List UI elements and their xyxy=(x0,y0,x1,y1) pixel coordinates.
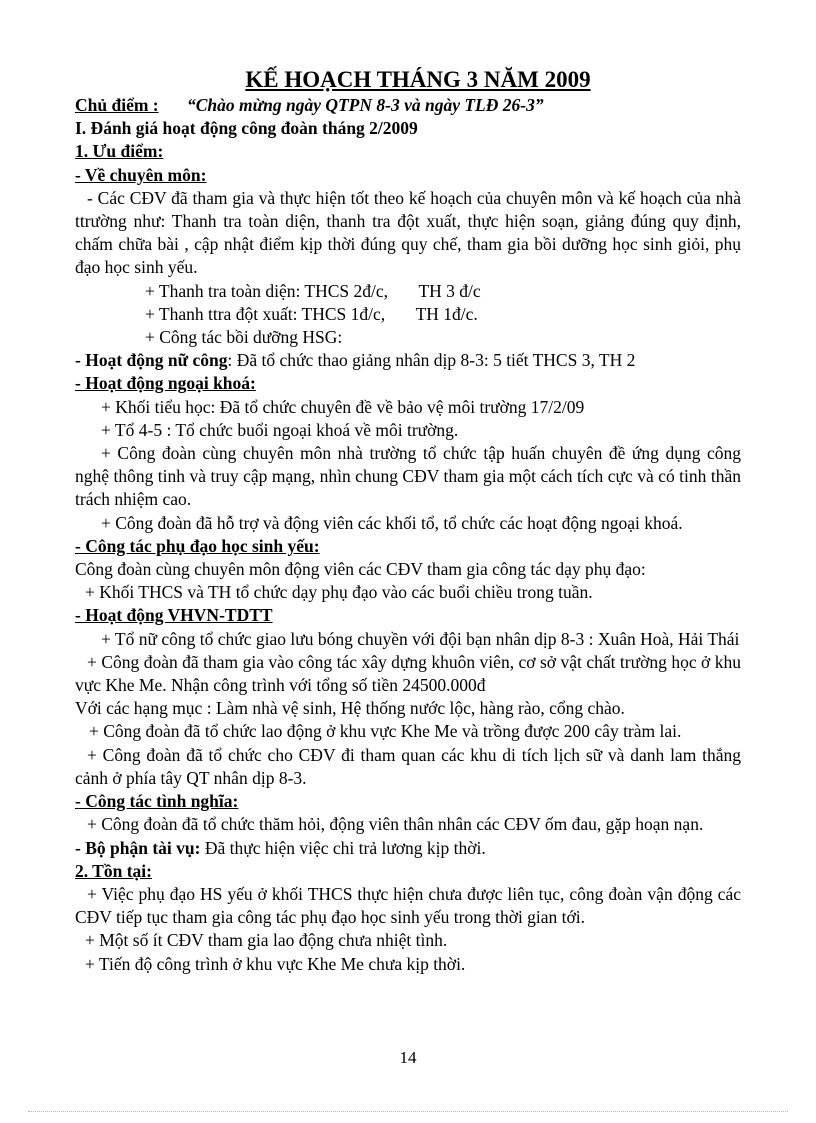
charity-item: + Công đoàn đã tổ chức thăm hỏi, động viên thân nhân các CĐV ốm đau, gặp hoạn nạn. xyxy=(87,814,704,835)
tutoring-intro: Công đoàn cùng chuyên môn động viên các CĐV tham gia công tác dạy phụ đạo: xyxy=(75,559,646,580)
professional-heading: - Về chuyên môn: xyxy=(75,164,207,185)
finance-label: - Bộ phận tài vụ: xyxy=(75,837,201,858)
section1-heading: I. Đánh giá hoạt động công đoàn tháng 2/2009 xyxy=(75,118,418,139)
footer-dotted-divider xyxy=(28,1111,788,1112)
document-content xyxy=(75,66,741,976)
tutoring-heading: - Công tác phụ đạo học sinh yếu: xyxy=(75,535,320,556)
culture-sports-item-2: + Công đoàn đã tham gia vào công tác xây dựng khuôn viên, cơ sở vật chất trường học ở khu vực Khe Me. Nhận công trình với tổng số tiền 24500.000đ xyxy=(75,651,741,696)
inspection-full-th: TH 3 đ/c xyxy=(418,280,481,301)
culture-sports-heading: - Hoạt động VHVN-TDTT xyxy=(75,605,273,626)
weakness-item-2: + Một số ít CĐV tham gia lao động chưa nhiệt tình. xyxy=(85,930,448,951)
inspection-surprise-thcs: THCS 1đ/c, xyxy=(301,303,386,324)
page-number: 14 xyxy=(399,1048,417,1067)
inspection-surprise-th: TH 1đ/c. xyxy=(415,303,478,324)
finance-line xyxy=(75,837,741,860)
inspection-full-line xyxy=(75,280,741,303)
weakness-item-3: + Tiến độ công trình ở khu vực Khe Me chưa kịp thời. xyxy=(85,953,466,974)
gifted-line: + Công tác bồi dưỡng HSG: xyxy=(145,327,343,348)
culture-sports-item-1: + Tổ nữ công tổ chức giao lưu bóng chuyền với đội bạn nhân dịp 8-3 : Xuân Hoà, Hải Thái xyxy=(101,628,740,649)
extracurricular-item-4: + Công đoàn đã hỗ trợ và động viên các khối tổ, tổ chức các hoạt động ngoại khoá. xyxy=(101,512,683,533)
document-title: KẾ HOẠCH THÁNG 3 NĂM 2009 xyxy=(245,67,591,92)
inspection-full-label: + Thanh tra toàn diện: xyxy=(145,280,301,301)
inspection-surprise-label: + Thanh ttra đột xuất: xyxy=(145,303,298,324)
theme-line xyxy=(75,94,741,117)
culture-sports-item-2-detail: Với các hạng mục : Làm nhà vệ sinh, Hệ thống nước lộc, hàng rào, cổng chào. xyxy=(75,698,625,719)
weakness-item-1: + Việc phụ đạo HS yếu ở khối THCS thực hiện chưa được liên tục, công đoàn vận động các CĐV tiếp tục tham gia công tác phụ đạo học sinh yếu trong thời gian tới. xyxy=(75,883,741,928)
theme-label: Chủ điểm : xyxy=(75,95,159,115)
finance-text: Đã thực hiện việc chi trả lương kịp thời. xyxy=(200,837,486,858)
female-work-label: - Hoạt động nữ công xyxy=(75,350,228,371)
female-work-line xyxy=(75,349,741,372)
inspection-full-thcs: THCS 2đ/c, xyxy=(304,280,389,301)
extracurricular-item-3: + Công đoàn cùng chuyên môn nhà trường tổ chức tập huấn chuyên đề ứng dụng công nghệ thông tinh và truy cập mạng, nhìn chung CĐV tham gia một cách tích cực và có tinh thần trách nhiệm cao. xyxy=(75,443,741,510)
weaknesses-heading: 2. Tồn tại: xyxy=(75,860,152,881)
female-work-text: : Đã tổ chức thao giảng nhân dịp 8-3: 5 tiết THCS 3, TH 2 xyxy=(227,350,636,371)
extracurricular-item-2: + Tổ 4-5 : Tổ chức buổi ngoại khoá về môi trường. xyxy=(101,419,459,440)
theme-text: “Chào mừng ngày QTPN 8-3 và ngày TLĐ 26-3” xyxy=(187,95,544,115)
strengths-heading: 1. Ưu điểm: xyxy=(75,141,164,162)
culture-sports-item-3: + Công đoàn đã tổ chức lao động ở khu vực Khe Me và trồng được 200 cây tràm lai. xyxy=(89,721,682,742)
culture-sports-item-4: + Công đoàn đã tổ chức cho CĐV đi tham quan các khu di tích lịch sữ và danh lam thắng cảnh ở phía tây QT nhân dịp 8-3. xyxy=(75,744,741,788)
tutoring-item: + Khối THCS và TH tổ chức dạy phụ đạo vào các buổi chiều trong tuần. xyxy=(85,582,593,603)
extracurricular-item-1: + Khối tiểu học: Đã tổ chức chuyên đề về bảo vệ môi trường 17/2/09 xyxy=(101,396,585,417)
charity-heading: - Công tác tình nghĩa: xyxy=(75,791,239,812)
inspection-surprise-line xyxy=(75,303,741,326)
professional-para: - Các CĐV đã tham gia và thực hiện tốt theo kế hoạch của chuyên môn và kế hoạch của nhà ttrường như: Thanh tra toàn diện, thanh tra đột xuất, thực hiện soạn, giảng đúng quy định, chấm chữa bài , cập nhật điểm kịp thời đúng quy chế, tham gia bồi dưỡng học sinh giỏi, phụ đạo học sinh yếu. xyxy=(75,187,741,278)
extracurricular-heading: - Hoạt động ngoại khoá: xyxy=(75,373,256,394)
